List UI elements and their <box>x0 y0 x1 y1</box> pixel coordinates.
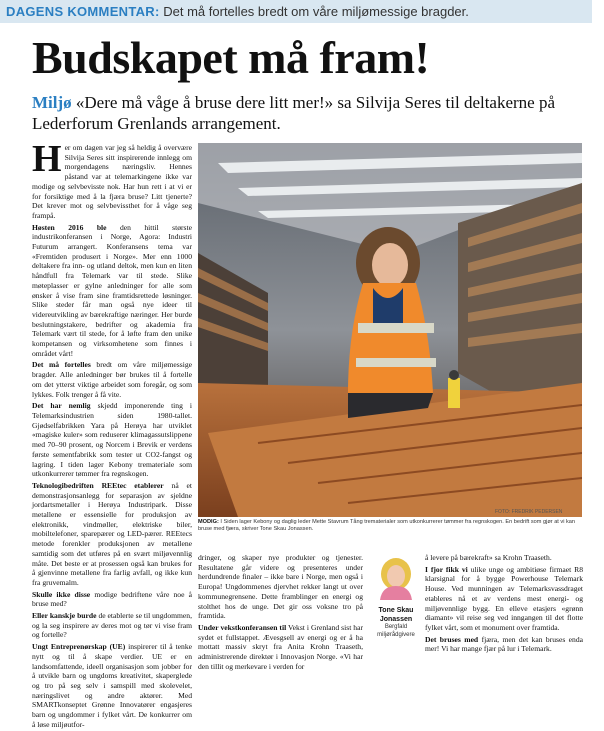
paragraph-lead: Det må fortelles <box>32 360 91 370</box>
caption-lead: MODIG: <box>198 519 219 525</box>
paragraph <box>425 635 583 654</box>
paragraph-lead: Det bruses med <box>425 634 479 644</box>
paragraph-text: de etablerte se til ungdommen, og la seg inspirere av deres mot og tør vi vise fram og fortelle? <box>32 611 192 640</box>
paragraph <box>32 223 192 359</box>
paragraph-text: Vekst i Grenland sist har sydet et fullstappet. Ævesgsell av energi og er å ha mottatt massiv skryt fra Anita Krohn Traaseth, administrerende direktør i Innovasjon Norge. «Vi har den tillit og merkevare i verden for <box>198 622 363 671</box>
paragraph <box>32 481 192 588</box>
headline: Budskapet må fram! <box>32 32 430 83</box>
author-role: Bergfald miljørådgivere <box>377 624 415 638</box>
paragraph-lead: Under vekstkonferansen til <box>198 622 287 632</box>
ingress-text: «Dere må våge å bruse dere litt mer!» sa Silvija Seres til deltakerne på Lederforum Grenlands arrangement. <box>32 93 556 133</box>
paragraph-text: nå et demonstrasjonsanlegg for separasjon av sjeldne jordartsmetaller i Herøya Industripark. Disse metallene er essensielle for produksjon av elektronikk, vindmøller, elektriske biler, mobiltelefoner, sparepærer og LED-pærer. REEtecs metode forenkler produksjonen av metallene samtidig som det utføres på en svært miljøvennlig måte. Det beste er at prosessen også kan brukes for å gjenvinne metallene fra farlig avfall, og ikke kun fra gruvemalm. <box>32 480 192 587</box>
paragraph <box>32 590 192 609</box>
paragraph <box>425 565 583 633</box>
section-banner <box>0 0 592 23</box>
article-column-3 <box>425 553 583 656</box>
paragraph: dringer, og skaper nye produkter og tjenester. Resultatene går videre og presenteres under herdundrende finaler – ikke bare i Norge, men også i Europa! Ungdommenes djervhet rekker langt ut over kommunegrensene. Dette framblinger en energi og stolthet hos de unge. Det gir oss voksne tro på framtida. <box>198 553 363 621</box>
photo-caption <box>198 519 582 533</box>
paragraph-lead: Eller kanskje burde <box>32 611 97 621</box>
paragraph <box>32 642 192 729</box>
banner-text: Det må fortelles bredt om våre miljømessige bragder. <box>163 4 469 19</box>
ingress-tag: Miljø <box>32 93 72 112</box>
banner-kicker: DAGENS KOMMENTAR: <box>6 4 160 19</box>
drop-cap: H <box>32 138 62 180</box>
intro-paragraph <box>32 138 192 221</box>
paragraph-text: ulike unge og ambitiøse firmaet R8 klarsignal for å bygge Powerhouse Telemark House. Ved munningen av Telemarksvassdraget etableres nå et av verdens mest energi- og miljøvennlige bygg. En elleve etasjers «grønn diamant» vil reise seg ved inngangen til det flotte fylket vårt, som et monument over framtida. <box>425 564 584 632</box>
paragraph: å levere på bærekraft» sa Krohn Traaseth. <box>425 553 552 562</box>
paragraph-lead: Ungt Entreprenørskap (UE) <box>32 642 126 652</box>
article-column-1 <box>32 138 192 731</box>
article-photo <box>198 143 582 517</box>
author-byline <box>368 556 424 666</box>
paragraph-lead: Høsten 2016 ble <box>32 222 107 232</box>
paragraph <box>32 611 192 640</box>
paragraph-text: skjedd imponerende ting i Telemarksindustrien siden 1980-tallet. Gjødselfabrikken Yara på Herøya har utviklet «magiske kuler» som reduserer klimagassutslippene med 70–90 prosent, og Norcem i Brevik er verdens første sementfabrikk som tester ut CO2-fangst og lagring. I tiden lager Kebony tremateriale som utkonkurrerer tømmer fra regnskogen. <box>32 401 192 479</box>
paragraph-lead: Det har nemlig <box>32 401 91 411</box>
paragraph-text: bredt om våre miljømessige bragder. Alle anledninger bør brukes til å fortelle om det ytterst viktige arbeidet som foregår, og som lykkes. Folk trenger å få vite. <box>32 360 192 399</box>
author-name: Tone Skau Jonassen <box>378 607 414 623</box>
article-column-2 <box>198 553 363 673</box>
paragraph-text: den hittil største industrikonferansen i Norge, Agora: Industri Futurum arrangert. Konferansens tema var «Fremtiden produsert i Norge». Mer enn 1000 deltakere fra inn- og utland deltok, men kun en liten håndfull fra Telemark var til stede. Slike møteplasser er gylne anledninger for alle som ønsker å vise fram sine framtidsrettede løsninger. Slike steder får man også nye ideer til videreutvikling av bærekraftige næringer. Her burde beslutningstakere, bedrifter og akademia fra Telemark vært til stede, for å løfte fram den unike kompetansen og virksomhetene som finnes i området vårt! <box>32 222 192 358</box>
paragraph <box>32 401 192 479</box>
paragraph <box>32 360 192 399</box>
warehouse-photo-illustration <box>198 143 582 517</box>
paragraph-text: modige bedriftene våre noe å bruse med? <box>32 589 192 609</box>
ingress <box>32 92 592 134</box>
paragraph-lead: Skulle ikke disse <box>32 589 91 599</box>
paragraph-lead: Teknologibedriften REEtec etablerer <box>32 480 164 490</box>
author-portrait <box>376 556 416 600</box>
paragraph-text: fjæra, men det kan bruses enda mer! Vi har mange fjær på lur i Telemark. <box>425 634 584 654</box>
photo-credit: FOTO: FREDRIK PEDERSEN <box>495 509 563 515</box>
paragraph-text: inspirerer til å tenke nytt og til å skape verdier. UE er en landsomfattende, ideell organisasjon som jobber for å utvikle barn og ungdoms kreativitet, skaperglede og tro på seg selv i samspill med skolevelet, næringslivet og andre aktører. Med SMARTkonseptet Grønne Innovatører engasjeres barn og ungdommer i fylket vårt. De konkurrer om å løse miljøutfor- <box>32 642 192 729</box>
intro-text: er om dagen var jeg så heldig å overvære Silvija Seres sitt inspirerende innlegg om morgendagens næringsliv. Hennes påstand var at telemarkingene ikke var modige og selvbevisste nok. Har hun rett i at vi er for forsiktige med å la fjæra bruse? Litt tjenerte? Det krever mot og selvbevissthet for å våge seg frampå. <box>32 143 192 220</box>
caption-text: I Siden lager Kebony og daglig leder Mette Stavrum Tång trematerialer som utkonkurrerer tømmer fra regnskogen. En bedrift som gjør at vi kan bruse med fjæra, skriver Tone Skau Jonassen. <box>198 519 576 532</box>
paragraph <box>198 623 363 672</box>
paragraph-lead: I fjor fikk vi <box>425 564 468 574</box>
